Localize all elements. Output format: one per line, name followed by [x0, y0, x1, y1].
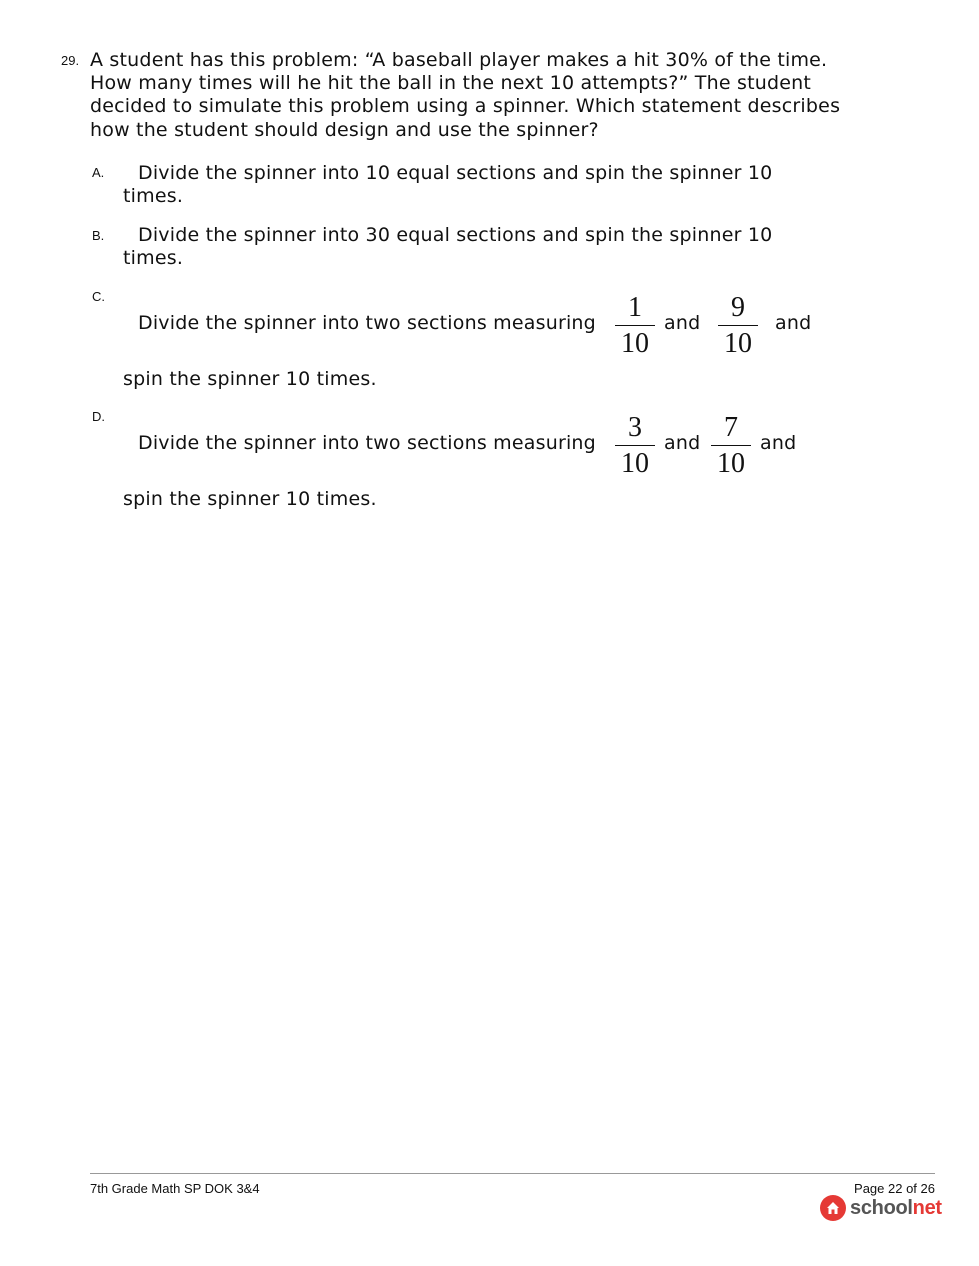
- fraction-numerator: 7: [724, 412, 738, 443]
- option-d-fraction-1: [613, 414, 657, 478]
- logo-text-net: net: [912, 1196, 942, 1219]
- option-c-letter: C.: [92, 289, 105, 304]
- option-d-fraction-2: [709, 414, 753, 478]
- option-c-fraction-1: [613, 294, 657, 358]
- schoolnet-logo: [820, 1194, 942, 1222]
- fraction-bar: [711, 445, 751, 446]
- fraction-denominator: 10: [724, 328, 752, 359]
- option-b-body: Divide the spinner into 30 equal sections and spin the spinner 10 times.: [123, 224, 773, 270]
- option-a-body: Divide the spinner into 10 equal sections and spin the spinner 10 times.: [123, 162, 773, 208]
- option-a-letter: A.: [92, 165, 105, 180]
- question-stem: A student has this problem: “A baseball player makes a hit 30% of the time. How many times will he hit the ball in the next 10 attempts?” The student decided to simulate this problem using a spinner. Which statement describes how the student should design and use the spinner?: [90, 49, 841, 141]
- option-b-text: [123, 224, 813, 270]
- logo-text-school: school: [850, 1196, 913, 1219]
- option-b-letter: B.: [92, 228, 105, 243]
- option-c-fraction-2: [716, 294, 760, 358]
- option-d-tail: spin the spinner 10 times.: [123, 488, 377, 510]
- fraction-denominator: 10: [621, 448, 649, 479]
- option-d-and-1: and: [664, 432, 701, 454]
- option-d-lead: Divide the spinner into two sections measuring: [138, 432, 596, 454]
- footer-title: 7th Grade Math SP DOK 3&4: [90, 1181, 260, 1196]
- fraction-denominator: 10: [717, 448, 745, 479]
- fraction-denominator: 10: [621, 328, 649, 359]
- logo-text: [850, 1197, 942, 1220]
- option-a-text: [123, 162, 813, 208]
- option-c-and-1: and: [664, 312, 701, 334]
- fraction-bar: [718, 325, 758, 326]
- fraction-numerator: 3: [628, 412, 642, 443]
- option-c-and-2: and: [775, 312, 812, 334]
- option-d-letter: D.: [92, 409, 105, 424]
- footer-divider: [90, 1173, 935, 1174]
- fraction-numerator: 1: [628, 292, 642, 323]
- option-c-lead: Divide the spinner into two sections measuring: [138, 312, 596, 334]
- question-number: 29.: [61, 53, 80, 68]
- option-c-tail: spin the spinner 10 times.: [123, 368, 377, 390]
- page-number: Page 22 of 26: [854, 1181, 935, 1196]
- fraction-bar: [615, 325, 655, 326]
- fraction-numerator: 9: [731, 292, 745, 323]
- house-icon: [820, 1195, 846, 1221]
- fraction-bar: [615, 445, 655, 446]
- option-d-and-2: and: [760, 432, 797, 454]
